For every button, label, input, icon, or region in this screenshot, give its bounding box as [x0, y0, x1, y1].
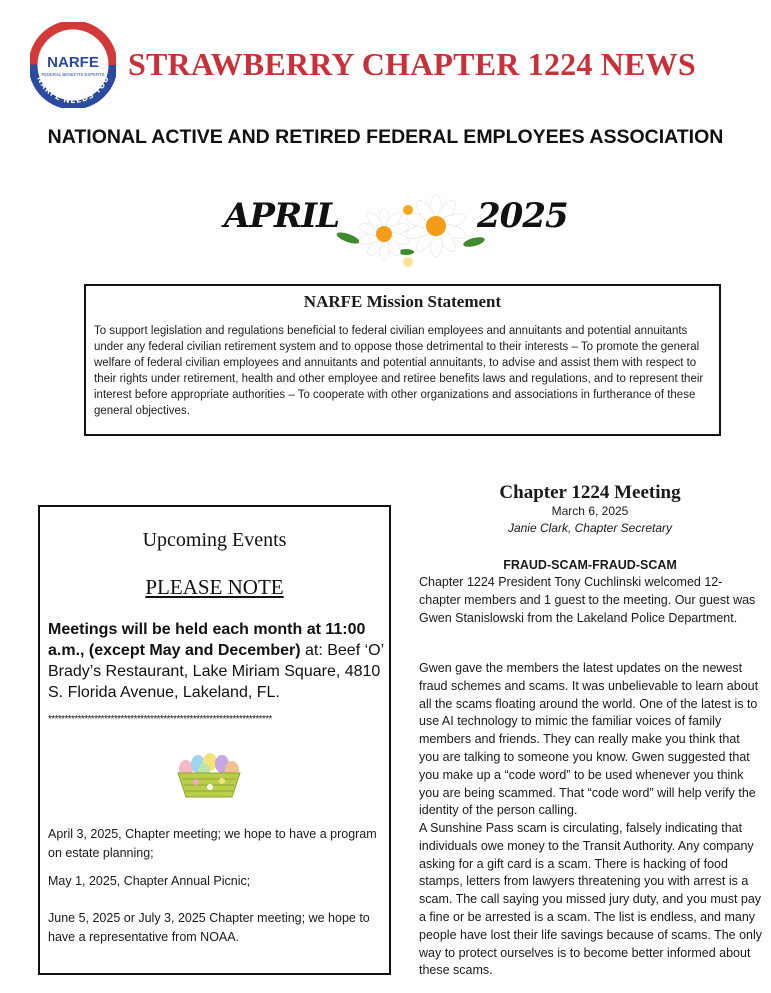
issue-year: 2025 [477, 196, 568, 236]
meeting-schedule [48, 619, 388, 703]
meeting-paragraph-3: A Sunshine Pass scam is circulating, falsely indicating that individuals owe money to the Transit Authority. Any company asking for a gift card is a scam. There is hacking of food stamps, letters from lawyers threatening you with arrest is a scam. The call saying you missed jury duty, and you must pay a fine or be arrested is a scam. The list is endless, and many people have lost their life savings because of scams. The only way to protect ourselves is to become better informed about these scams. [419, 821, 763, 978]
narfe-logo [30, 22, 116, 108]
logo-center: NARFE [47, 54, 99, 71]
masthead-title: STRAWBERRY CHAPTER 1224 NEWS [128, 46, 696, 82]
meeting-schedule-location: at: Beef ‘O’ Brady’s Restaurant, Lake Miriam Square, 4810 S. Florida Avenue, Lakeland, FL. [48, 642, 384, 701]
star-divider: ******************************************************************** [48, 714, 272, 725]
event-item: June 5, 2025 or July 3, 2025 Chapter meeting; we hope to have a representative from NOAA. [48, 911, 370, 944]
mission-text: To support legislation and regulations beneficial to federal civilian employees and annuitants and potential annuitants under any federal civilian retirement system and to oppose those detrimental to their interests – To promote the general welfare of federal civilian employees and annuitants and potential annuitants, to advise and assist them with respect to their rights under retirement, health and other employee and retiree benefits laws and regulations, and to represent their interest before appropriate authorities – To cooperate with other organizations and associations in furtherance of these general objectives. [94, 325, 704, 417]
event-item: May 1, 2025, Chapter Annual Picnic; [48, 874, 251, 888]
meeting-paragraph-1: Chapter 1224 President Tony Cuchlinski welcomed 12-chapter members and 1 guest to the meeting. Our guest was Gwen Stanislowski from the Lakeland Police Department. [419, 575, 756, 625]
please-note-heading: PLEASE NOTE [145, 575, 284, 599]
easter-basket-image [174, 749, 244, 801]
logo-bottom-arc: NARFE NEEDS YOU [35, 75, 111, 106]
event-item: April 3, 2025, Chapter meeting; we hope to have a program on estate planning; [48, 827, 377, 860]
meeting-schedule-bold: Meetings will be held each month at 11:00 a.m., (except May and December) [48, 621, 366, 659]
upcoming-events-box [38, 505, 391, 975]
logo-sub: FEDERAL BENEFITS EXPERTS [41, 72, 105, 77]
events-title: Upcoming Events [142, 529, 287, 551]
mission-title: NARFE Mission Statement [303, 292, 502, 311]
issue-month: APRIL [224, 196, 340, 236]
fraud-heading: FRAUD-SCAM-FRAUD-SCAM [503, 558, 677, 572]
logo-top-arc: YOU NEED NARFE [38, 27, 108, 56]
meeting-secretary: Janie Clark, Chapter Secretary [507, 521, 673, 535]
meeting-title: Chapter 1224 Meeting [499, 482, 681, 503]
mission-statement-box [84, 284, 721, 436]
meeting-paragraph-2: Gwen gave the members the latest updates on the newest fraud schemes and scams. It was unbelievable to learn about all the scams floating around the world. One of the latest is to use AI technology to mimic the familiar voices of family members and friends. They can really make you think that you are talking to someone you know. Gwen suggested that you make up a “code word” to be used whenever you think you are being scammed. That “code word” will help verify the identity of the person calling. [419, 661, 759, 818]
daisy-flowers-image [336, 186, 486, 272]
meeting-date: March 6, 2025 [551, 504, 629, 518]
organization-name: NATIONAL ACTIVE AND RETIRED FEDERAL EMPLOYEES ASSOCIATION [47, 126, 724, 148]
